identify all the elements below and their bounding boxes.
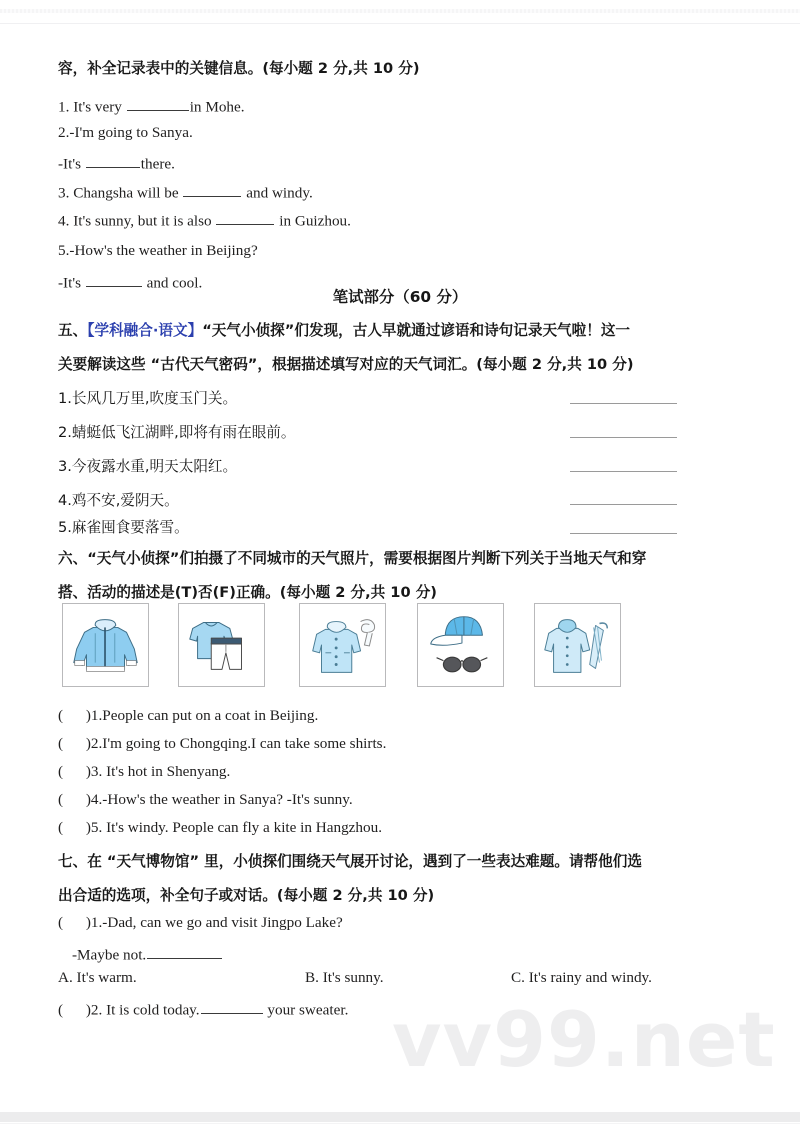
section-six-item-1: [58, 708, 318, 723]
choice-answer-slot[interactable]: (: [58, 1001, 86, 1019]
section-six-item-3-text: )3. It's hot in Shenyang.: [85, 763, 231, 780]
section-seven-option-b[interactable]: B. It's sunny.: [305, 969, 384, 986]
section-six-heading-line2: 搭、活动的描述是(T)否(F)正确。(每小题 2 分,共 10 分): [58, 584, 437, 601]
section-seven-item-1: [58, 915, 343, 930]
listening-item-1: [58, 96, 245, 115]
tf-answer-slot[interactable]: (: [58, 819, 86, 836]
section-six-item-5: [58, 820, 382, 835]
section-seven-heading-line2: 出合适的选项，补全句子或对话。(每小题 2 分,共 10 分): [58, 887, 435, 904]
section-six-item-1-text: )1.People can put on a coat in Beijing.: [85, 707, 319, 724]
listening-item-4-pre: 4. It's sunny, but it is also: [58, 212, 216, 230]
listening-item-5-answer: [58, 272, 202, 291]
answer-blank[interactable]: [216, 210, 274, 225]
picture-tshirt-and-shorts: [178, 603, 265, 687]
listening-item-3-pre: 3. Changsha will be: [58, 184, 183, 202]
listening-item-2-pre: -It's: [58, 155, 85, 173]
section-six-prompt-a: “天气小侦探”们拍摄了不同城市的天气照片，需要根据图片判断下列关于当地天气和穿: [87, 550, 647, 567]
section-five-subject-tag: 【学科融合·语文】: [87, 322, 203, 339]
site-watermark: vv99.net: [392, 995, 776, 1084]
section-six-item-4: [58, 792, 353, 807]
section-five-item-2: 2.蜻蜓低飞江湖畔,即将有雨在眼前。: [58, 424, 296, 441]
tf-answer-slot[interactable]: (: [58, 735, 86, 752]
picture-raincoat-and-umbrella: [534, 603, 621, 687]
section-six-number: 六、: [58, 550, 88, 567]
tf-answer-slot[interactable]: (: [58, 707, 86, 724]
listening-item-5: 5.-How's the weather in Beijing?: [58, 242, 258, 259]
section-six-item-5-text: )5. It's windy. People can fly a kite in Hangzhou.: [85, 819, 382, 836]
section-five-item-5: 5.麻雀囤食要落雪。: [58, 519, 189, 536]
scan-artifact-top-line: [0, 23, 800, 24]
section-seven-prompt-a: 在 “天气博物馆” 里，小侦探们围绕天气展开讨论，遇到了一些表达难题。请帮他们选: [87, 853, 642, 870]
answer-blank[interactable]: [201, 999, 263, 1014]
listening-item-3: [58, 182, 313, 201]
answer-blank[interactable]: [86, 153, 140, 168]
section-five-number: 五、: [58, 322, 88, 339]
section-seven-item-1-reply-text: -Maybe not.: [72, 946, 147, 964]
section-seven-heading-line1: [58, 855, 642, 870]
listening-item-2-post: there.: [140, 155, 175, 173]
listening-item-5-post: and cool.: [142, 274, 203, 292]
section-seven-item-2: [58, 999, 348, 1018]
tf-answer-slot[interactable]: (: [58, 763, 86, 780]
section-five-prompt-a: “天气小侦探”们发现，古人早就通过谚语和诗句记录天气啦！这一: [202, 322, 631, 339]
section-five-heading-line1: [58, 324, 630, 339]
answer-blank[interactable]: [183, 182, 241, 197]
section-seven-item-2-post: your sweater.: [263, 1001, 349, 1019]
section-five-heading-line2: 关要解读这些 “古代天气密码”，根据描述填写对应的天气词汇。(每小题 2 分,共 10 分): [58, 356, 634, 373]
section-seven-option-a[interactable]: A. It's warm.: [58, 969, 137, 986]
section-six-item-3: [58, 764, 230, 779]
section-five-item-4: 4.鸡不安,爱阴天。: [58, 492, 179, 509]
listening-item-4-post: in Guizhou.: [275, 212, 351, 230]
listening-instruction: 容，补全记录表中的关键信息。(每小题 2 分,共 10 分): [58, 60, 420, 77]
section-six-item-4-text: )4.-How's the weather in Sanya? -It's sunny.: [85, 791, 353, 808]
section-five-answer-line-4[interactable]: [570, 504, 677, 505]
section-seven-item-1-reply: [72, 944, 223, 963]
listening-item-1-post: in Mohe.: [189, 98, 245, 116]
scan-artifact-top-speckle: [0, 9, 800, 13]
listening-item-3-post: and windy.: [242, 184, 313, 202]
section-seven-item-1-stem: )1.-Dad, can we go and visit Jingpo Lake?: [85, 914, 343, 931]
section-five-item-1: 1.长风几万里,吹度玉门关。: [58, 390, 238, 407]
section-five-answer-line-2[interactable]: [570, 437, 677, 438]
section-five-item-3: 3.今夜露水重,明天太阳红。: [58, 458, 238, 475]
section-six-heading-line1: [58, 552, 646, 567]
section-six-item-2: [58, 736, 386, 751]
section-seven-option-c[interactable]: C. It's rainy and windy.: [511, 969, 652, 986]
section-seven-item-2-pre: )2. It is cold today.: [85, 1001, 200, 1019]
picture-blue-jacket: [62, 603, 149, 687]
listening-item-2: 2.-I'm going to Sanya.: [58, 124, 193, 141]
scan-artifact-bottom-band: [0, 1112, 800, 1122]
answer-blank[interactable]: [147, 944, 222, 959]
answer-blank[interactable]: [86, 272, 142, 287]
listening-item-2-answer: [58, 153, 175, 172]
section-seven-number: 七、: [58, 853, 88, 870]
listening-item-4: [58, 210, 351, 229]
picture-cap-and-sunglasses: [417, 603, 504, 687]
picture-coat-and-scarf: [299, 603, 386, 687]
section-six-item-2-text: )2.I'm going to Chongqing.I can take some shirts.: [85, 735, 387, 752]
scan-artifact-bottom-line: [0, 1123, 800, 1124]
listening-item-1-pre: 1. It's very: [58, 98, 126, 116]
section-five-answer-line-5[interactable]: [570, 533, 677, 534]
section-five-answer-line-1[interactable]: [570, 403, 677, 404]
section-five-answer-line-3[interactable]: [570, 471, 677, 472]
written-part-header: 笔试部分（60 分）: [332, 288, 468, 306]
answer-blank[interactable]: [127, 96, 189, 111]
tf-answer-slot[interactable]: (: [58, 791, 86, 808]
choice-answer-slot[interactable]: (: [58, 914, 86, 931]
listening-item-5-pre: -It's: [58, 274, 85, 292]
